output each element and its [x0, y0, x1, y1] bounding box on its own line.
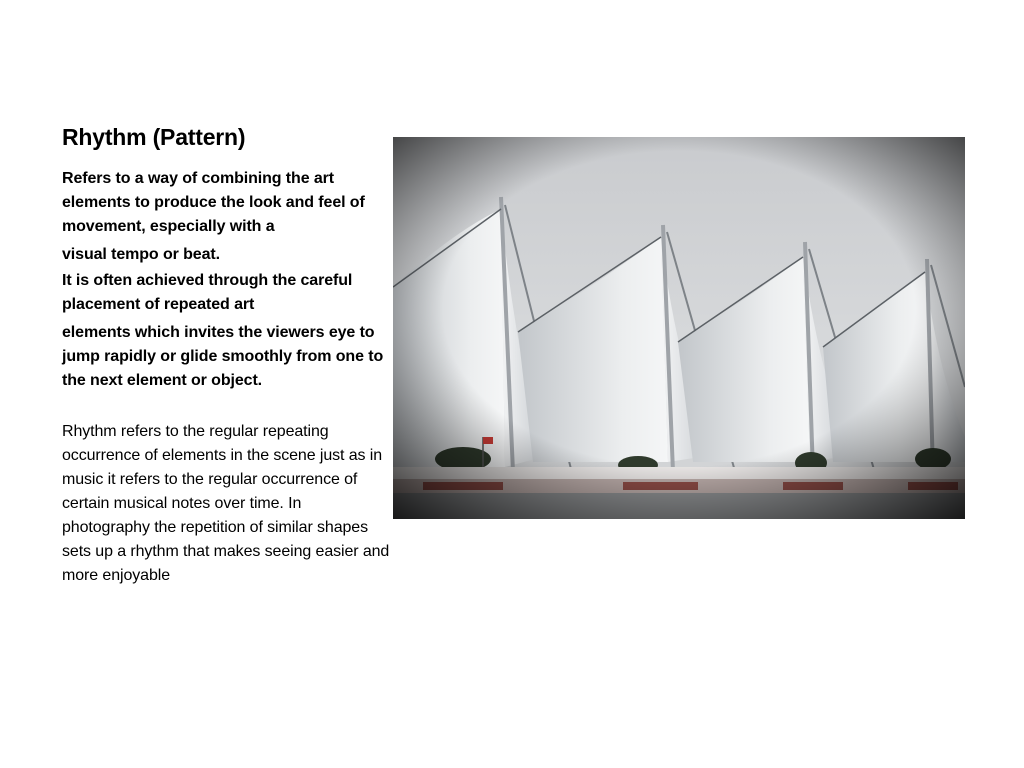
explanation-paragraph: Rhythm refers to the regular repeating occurrence of elements in the scene just as in music it refers to the regular occurrence of certain musical notes over time. In photography the repetition of similar shapes sets up a rhythm that makes seeing easier and more enjoyable [62, 423, 390, 584]
vignette [393, 137, 965, 519]
definition-paragraph-4: elements which invites the viewers eye to jump rapidly or glide smoothly from one to the next element or object. [62, 324, 384, 389]
definition-paragraph-1: Refers to a way of combining the art elements to produce the look and feel of movement, especially with a [62, 170, 365, 235]
sails-photo [393, 137, 965, 519]
definition-paragraph-2: visual tempo or beat. [62, 246, 220, 263]
text-block [62, 167, 392, 588]
definition-paragraph-3: It is often achieved through the careful placement of repeated art [62, 272, 353, 313]
sails-illustration [393, 137, 965, 519]
slide-title: Rhythm (Pattern) [62, 124, 246, 150]
